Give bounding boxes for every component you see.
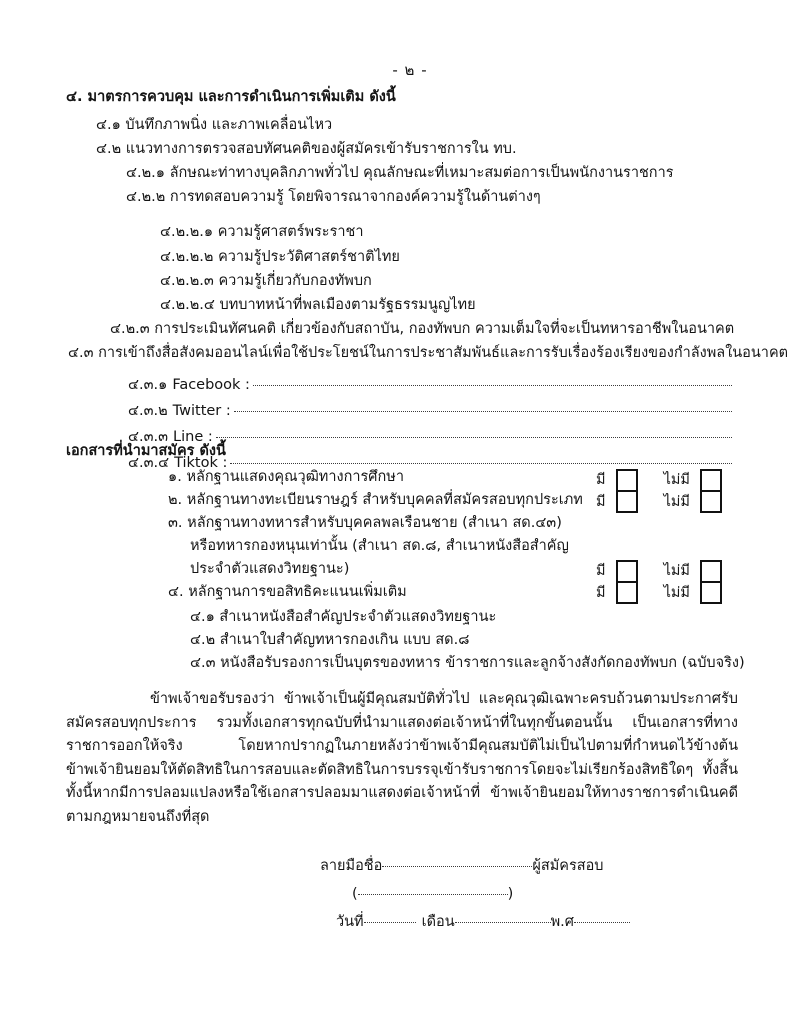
checkbox-group-item-4: [596, 581, 722, 604]
document-item-4-text: หลักฐานการขอสิทธิคะแนนเพิ่มเติม: [188, 584, 407, 600]
document-subitem-4-3-number: ๔.๓: [190, 655, 216, 671]
social-tiktok-label: Tiktok :: [174, 455, 228, 471]
document-item-3-line-1: [168, 512, 768, 535]
item-4-3-number: ๔.๓: [68, 345, 94, 361]
checkbox-yes-label-1: มี: [596, 472, 606, 488]
item-4-2-2-3-number: ๔.๒.๒.๓: [160, 273, 214, 289]
checkbox-no-label-2: ไม่มี: [663, 494, 690, 510]
social-line-number: ๔.๓.๓: [128, 429, 169, 445]
item-4-2-2-4-number: ๔.๒.๒.๔: [160, 297, 215, 313]
checkbox-no-item-2[interactable]: [700, 491, 722, 513]
item-4-1-number: ๔.๑: [96, 117, 121, 133]
checkbox-yes-item-4[interactable]: [616, 582, 638, 604]
document-subitem-4-1-number: ๔.๑: [190, 609, 215, 625]
date-year-label: พ.ศ: [550, 914, 574, 930]
checkbox-yes-item-1[interactable]: [616, 469, 638, 491]
item-4-2-text: แนวทางการตรวจสอบทัศนคติของผู้สมัครเข้ารับราชการใน ทบ.: [125, 141, 517, 157]
signature-line: [320, 852, 720, 880]
page-number: [0, 58, 800, 82]
checkbox-yes-item-3[interactable]: [616, 560, 638, 582]
item-4-2-2-2: [160, 250, 400, 265]
document-subitem-4-3-text: หนังสือรับรองการเป็นบุตรของทหาร ข้าราชการและลูกจ้างสังกัดกองทัพบก (ฉบับจริง): [220, 655, 745, 671]
item-4-2-2-4-text: บทบาทหน้าที่พลเมืองตามรัฐธรรมนูญไทย: [219, 297, 476, 313]
item-4-2-1-number: ๔.๒.๑: [126, 165, 165, 181]
item-4-2-3-text: การประเมินทัศนคติ เกี่ยวข้องกับสถาบัน, กองทัพบก ความเต็มใจที่จะเป็นทหารอาชีพในอนาคต: [154, 321, 735, 337]
document-subitem-4-2-number: ๔.๒: [190, 632, 216, 648]
document-item-3-line-2: หรือทหารกองหนุนเท่านั้น (สำเนา สด.๘, สำเนาหนังสือสำคัญ: [190, 538, 569, 554]
item-4-2-2-text: การทดสอบความรู้ โดยพิจารณาจากองค์ความรู้ในด้านต่างๆ: [169, 189, 541, 205]
document-item-3-number: ๓.: [168, 515, 183, 531]
checkbox-group-item-2: [596, 490, 722, 513]
item-4-2-2: [126, 190, 541, 205]
checkbox-yes-label-4: มี: [596, 585, 606, 601]
item-4-2-3-number: ๔.๒.๓: [110, 321, 150, 337]
date-line: [320, 908, 720, 936]
document-item-2-text: หลักฐานทางทะเบียนราษฎร์ สำหรับบุคคลที่สมัครสอบทุกประเภท: [186, 492, 583, 508]
item-4-2-number: ๔.๒: [96, 141, 122, 157]
item-4-1-text: บันทึกภาพนิ่ง และภาพเคลื่อนไหว: [125, 117, 333, 133]
item-4-2-2-2-text: ความรู้ประวัติศาสตร์ชาติไทย: [218, 249, 400, 265]
item-4-2-2-3-text: ความรู้เกี่ยวกับกองทัพบก: [218, 273, 372, 289]
checkbox-yes-label-2: มี: [596, 494, 606, 510]
paren-close: ): [507, 886, 514, 902]
checkbox-yes-item-2[interactable]: [616, 491, 638, 513]
item-4-2-1-text: ลักษณะท่าทางบุคลิกภาพทั่วไป คุณลักษณะที่เหมาะสมต่อการเป็นพนักงานราชการ: [169, 165, 674, 181]
checkbox-no-label-3: ไม่มี: [663, 563, 690, 579]
signature-label: ลายมือชื่อ: [320, 858, 383, 874]
document-item-1-number: ๑.: [168, 469, 182, 485]
document-item-4-number: ๔.: [168, 584, 184, 600]
document-subitem-4-3: [168, 652, 768, 675]
date-month-label: เดือน: [421, 914, 455, 930]
document-subitem-4-2-text: สำเนาใบสำคัญทหารกองเกิน แบบ สด.๘: [219, 632, 470, 648]
signer-name-line: [320, 880, 720, 908]
signer-role-label: ผู้สมัครสอบ: [532, 858, 604, 874]
social-facebook-value[interactable]: [253, 385, 732, 386]
date-day-label: วันที่: [336, 914, 364, 930]
checkbox-group-item-3: [596, 559, 722, 582]
checkbox-no-label-4: ไม่มี: [663, 585, 690, 601]
social-facebook-label: Facebook :: [172, 377, 250, 393]
documents-heading: เอกสารที่นำมาสมัคร ดังนี้: [66, 443, 226, 459]
social-line-label: Line :: [173, 429, 213, 445]
date-day-input[interactable]: [364, 922, 416, 923]
checkbox-no-label-1: ไม่มี: [663, 472, 690, 488]
social-tiktok-value[interactable]: [230, 463, 732, 464]
document-subitem-4-1: [168, 606, 768, 629]
page-number-label: - ๒ -: [392, 61, 428, 79]
item-4-2-2-3: [160, 274, 372, 289]
item-4-2-1: [126, 166, 674, 181]
declaration-text: ข้าพเจ้าขอรับรองว่า ข้าพเจ้าเป็นผู้มีคุณสมบัติทั่วไป และคุณวุฒิเฉพาะครบถ้วนตามประกาศรับสมัครสอบทุกประการ รวมทั้งเอกสารทุกฉบับที่นำมาแสดงต่อเจ้าหน้าที่ในทุกขั้นตอนนั้น เป็นเอกสารที่ทางราชการออกให้จริง โดยหากปรากฏในภายหลังว่าข้าพเจ้ามีคุณสมบัติไม่เป็นไปตามที่กำหนดไว้ข้างต้น ข้าพเจ้ายินยอมให้ตัดสิทธิในการสอบและตัดสิทธิในการบรรจุเข้ารับราชการโดยจะไม่เรียกร้องสิทธิใดๆ ทั้งสิ้น ทั้งนี้หากมีการปลอมแปลงหรือใช้เอกสารปลอมมาแสดงต่อเจ้าหน้าที่ ข้าพเจ้ายินยอมให้ทางราชการดำเนินคดีตามกฎหมายจนถึงที่สุด: [66, 691, 738, 825]
social-field-twitter[interactable]: [128, 399, 732, 422]
section-4-heading: ๔. มาตรการควบคุม และการดำเนินการเพิ่มเติม ดังนี้: [66, 89, 396, 105]
item-4-3-text: การเข้าถึงสื่อสังคมออนไลน์เพื่อใช้ประโยชน์ในการประชาสัมพันธ์และการรับเรื่องร้องเรียงของกำลังพลในอนาคต: [98, 345, 789, 361]
item-4-2-2-1-text: ความรู้ศาสตร์พระราชา: [217, 224, 364, 240]
item-4-2-2-number: ๔.๒.๒: [126, 189, 166, 205]
item-4-3: [68, 346, 788, 361]
item-4-2-2-1-number: ๔.๒.๒.๑: [160, 224, 214, 240]
item-4-2-3: [110, 322, 734, 337]
social-twitter-number: ๔.๓.๒: [128, 403, 168, 419]
item-4-1: [96, 118, 332, 133]
date-year-input[interactable]: [574, 922, 630, 923]
social-twitter-label: Twitter :: [172, 403, 231, 419]
social-field-facebook[interactable]: [128, 373, 732, 396]
checkbox-group-item-1: [596, 468, 722, 491]
signature-block: [320, 852, 720, 936]
item-4-2-2-2-number: ๔.๒.๒.๒: [160, 249, 214, 265]
document-item-3-text-1: หลักฐานทางทหารสำหรับบุคคลพลเรือนชาย (สำเนา สด.๔๓): [187, 515, 562, 531]
signature-input[interactable]: [382, 866, 532, 867]
checkbox-no-item-1[interactable]: [700, 469, 722, 491]
checkbox-no-item-3[interactable]: [700, 560, 722, 582]
date-month-input[interactable]: [455, 922, 551, 923]
social-facebook-number: ๔.๓.๑: [128, 377, 168, 393]
paren-open: (: [352, 886, 358, 902]
signer-name-input[interactable]: [358, 894, 508, 895]
item-4-2: [96, 142, 517, 157]
item-4-2-2-1: [160, 225, 364, 240]
item-4-2-2-4: [160, 298, 476, 313]
checkbox-yes-label-3: มี: [596, 563, 606, 579]
declaration-paragraph: [66, 688, 738, 829]
document-item-2-number: ๒.: [168, 492, 183, 508]
document-subitem-4-1-text: สำเนาหนังสือสำคัญประจำตัวแสดงวิทยฐานะ: [219, 609, 497, 625]
checkbox-no-item-4[interactable]: [700, 582, 722, 604]
social-twitter-value[interactable]: [234, 411, 732, 412]
social-tiktok-number: ๔.๓.๔: [128, 455, 170, 471]
document-item-1-text: หลักฐานแสดงคุณวุฒิทางการศึกษา: [186, 469, 404, 485]
social-line-value[interactable]: [216, 437, 732, 438]
document-item-3-line-3: ประจำตัวแสดงวิทยฐานะ): [190, 561, 350, 577]
document-subitem-4-2: [168, 629, 768, 652]
